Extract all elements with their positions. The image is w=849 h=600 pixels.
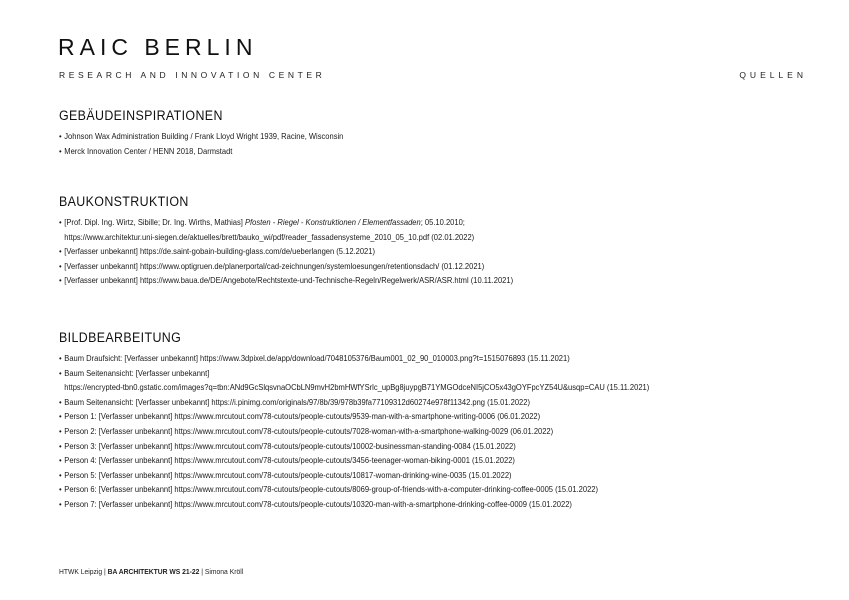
list-item: • Person 3: [Verfasser unbekannt] https://www.mrcutout.com/78-cutouts/people-cutouts/10002-businessman-standing-0084 (15.01.2022) xyxy=(59,440,516,451)
list-item: • Person 6: [Verfasser unbekannt] https://www.mrcutout.com/78-cutouts/people-cutouts/8069-group-of-friends-with-a-computer-drinking-coffee-0005 (15.01.2022) xyxy=(59,484,598,495)
list-item: • Person 1: [Verfasser unbekannt] https://www.mrcutout.com/78-cutouts/people-cutouts/9539-man-with-a-smartphone-writing-0006 (06.01.2022) xyxy=(59,411,541,422)
page-title: RAIC BERLIN xyxy=(58,34,258,60)
footer-school: HTWK Leipzig xyxy=(59,567,103,576)
list-item: • [Prof. Dipl. Ing. Wirtz, Sibille; Dr. Ing. Wirths, Mathias] Pfosten - Riegel - Konstruktionen / Elementfassaden; 05.10.2010; https://www.architektur.uni-siegen.de/aktuelles/brett/bauko_wi/pdf/reader_fassadensysteme_2010_05_10.pdf (02.01.2022) xyxy=(59,217,475,242)
list-item: • [Verfasser unbekannt] https://de.saint-gobain-building-glass.com/de/ueberlangen (5.12.2021) xyxy=(59,246,375,257)
list-item: • Person 2: [Verfasser unbekannt] https://www.mrcutout.com/78-cutouts/people-cutouts/7028-woman-with-a-smartphone-walking-0029 (06.01.2022) xyxy=(59,425,554,436)
footer-author: Simona Kröll xyxy=(204,567,244,576)
footer-course: BA ARCHITEKTUR WS 21-22 xyxy=(107,567,200,576)
list-item: • Baum Seitenansicht: [Verfasser unbekannt] https://i.pinimg.com/originals/97/8b/39/978b39fa77109312d60274e978f11342.png (15.01.2022) xyxy=(59,396,530,407)
page-footer: HTWK Leipzig | BA ARCHITEKTUR WS 21-22 | Simona Kröll xyxy=(59,567,244,576)
page-label-quellen: QUELLEN xyxy=(739,70,807,80)
section-image-editing xyxy=(59,330,819,512)
list-item: • Person 4: [Verfasser unbekannt] https://www.mrcutout.com/78-cutouts/people-cutouts/3456-teenager-woman-biking-0001 (15.01.2022) xyxy=(59,455,515,466)
list-item: • Merck Innovation Center / HENN 2018, Darmstadt xyxy=(59,145,233,156)
section-heading: GEBÄUDEINSPIRATIONEN xyxy=(59,108,223,123)
page-subtitle: RESEARCH AND INNOVATION CENTER xyxy=(59,70,326,80)
section-heading: BAUKONSTRUKTION xyxy=(59,194,189,209)
section-construction xyxy=(59,194,819,288)
list-item: • Johnson Wax Administration Building / Frank Lloyd Wright 1939, Racine, Wisconsin xyxy=(59,131,344,141)
list-item: • Person 5: [Verfasser unbekannt] https://www.mrcutout.com/78-cutouts/people-cutouts/10817-woman-drinking-wine-0035 (15.01.2022) xyxy=(59,469,512,480)
section-heading: BILDBEARBEITUNG xyxy=(59,330,182,345)
list-item: • Person 7: [Verfasser unbekannt] https://www.mrcutout.com/78-cutouts/people-cutouts/10320-man-with-a-smartphone-drinking-coffee-0009 (15.01.2022) xyxy=(59,498,572,509)
list-item: • [Verfasser unbekannt] https://www.baua.de/DE/Angebote/Rechtstexte-und-Technische-Regeln/Regelwerk/ASR/ASR.html (10.11.2021) xyxy=(59,275,514,286)
list-item: • [Verfasser unbekannt] https://www.optigruen.de/planerportal/cad-zeichnungen/systemloesungen/retentionsdach/ (01.12.2021) xyxy=(59,260,485,271)
section-inspiration xyxy=(59,108,819,158)
list-item: • Baum Draufsicht: [Verfasser unbekannt] https://www.3dpixel.de/app/download/7048105376/Baum001_02_90_010003.png?t=1515076893 (15.11.2021) xyxy=(59,353,570,363)
list-item: • Baum Seitenansicht: [Verfasser unbekannt] https://encrypted-tbn0.gstatic.com/images?q=tbn:ANd9GcSlqsvnaOCbLN9mvH2bmHWfYSrlc_upBg8juypgB71YMGOdceNI5jCO5x43gOYFpcYZ54U&usqp=CAU (15.11.2021) xyxy=(59,367,650,393)
